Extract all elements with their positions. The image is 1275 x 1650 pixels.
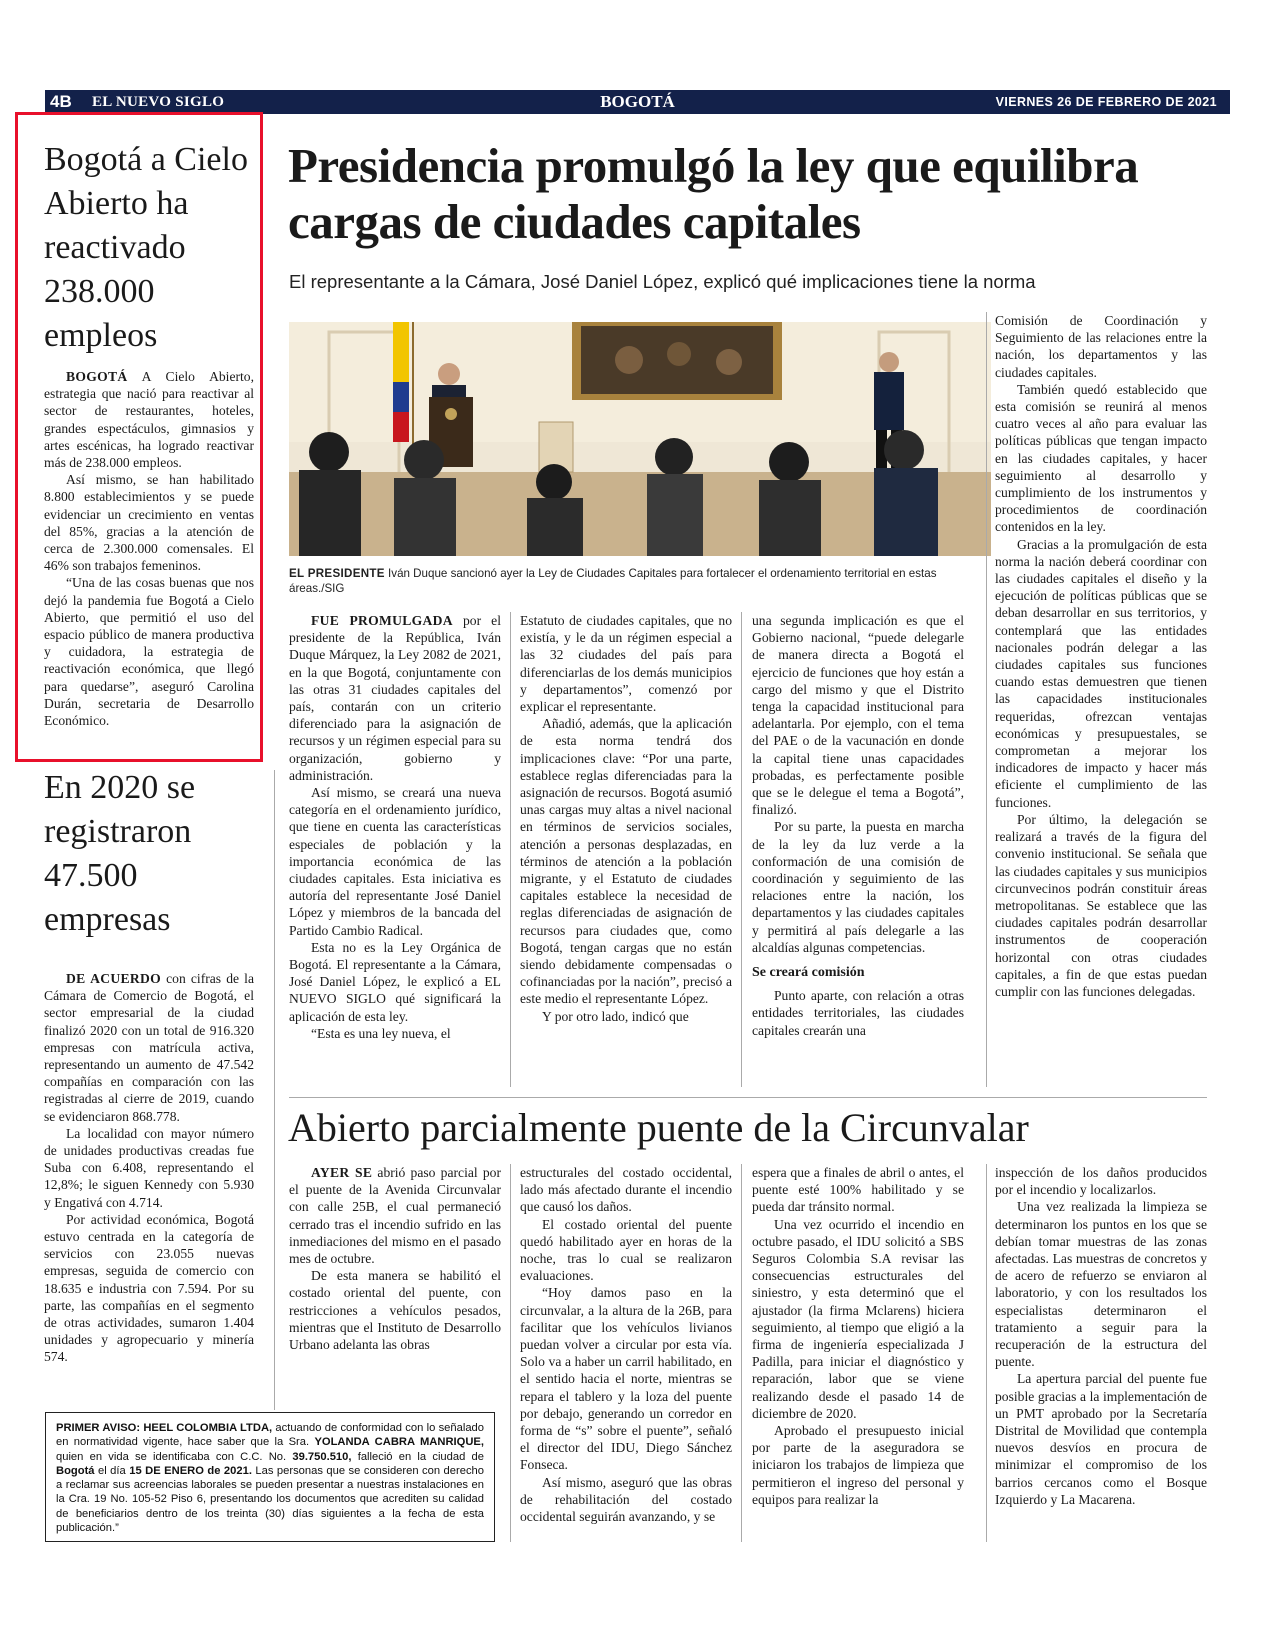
caption-lead: EL PRESIDENTE — [289, 567, 385, 580]
notice-date: 15 DE ENERO de 2021. — [129, 1464, 252, 1477]
column-divider — [986, 1164, 987, 1542]
section-separator — [289, 1097, 1207, 1098]
column-divider — [274, 770, 275, 1410]
main-col4-p4: Por último, la delegación se realizará a través de la figura del convenio institucional. Se señala que las ciudades capitales y sus municipios circunvecinos podrán constituir áreas metropolitanas. Se establece que las ciudades capitales podrán desarrollar instrumentos de cooperación horizontal con otras ciudades capitales, a fin de que estas puedan cumplir con las funciones delegadas. — [995, 811, 1207, 999]
second-col4-p1: inspección de los daños producidos por el incendio y localizarlos. — [995, 1165, 1207, 1198]
story1-p2: Así mismo, se han habilitado 8.800 establecimientos y se puede evidenciar un crecimiento en ventas del 85%, gracias a la atención de cerca de 2.300.000 comensales. El 46% son trabajos femeninos. — [44, 472, 254, 574]
second-col2-p1: estructurales del costado occidental, lado más afectado durante el incendio que causó los daños. — [520, 1165, 732, 1215]
second-col3-p2: Una vez ocurrido el incendio en octubre pasado, el IDU solicitó a SBS Seguros Colombia S.A revisar las consecuencias estructurales del siniestro, y esta determinó que el ajustador (la firma Mclarens) hiciera seguimiento, al tiempo que eligió a la firma de ingeniería especializada J Padilla, para iniciar el diagnóstico y reparación, labor que se viene realizando desde el pasado 14 de diciembre de 2020. — [752, 1216, 964, 1421]
main-col1-p1: por el presidente de la República, Iván Duque Márquez, la Ley 2082 de 2021, en la que Bogotá, conjuntamente con las otras 31 ciudades capitales del país, contarán con un criterio diferenciado para la asignación de recursos y un régimen especial para su organización, gobierno y administración. — [289, 613, 501, 783]
second-col-3 — [752, 1164, 964, 1508]
story2-body — [44, 970, 254, 1366]
main-headline: Presidencia promulgó la ley que equilibra cargas de ciudades capitales — [288, 138, 1139, 249]
main-col1-p3: Esta no es la Ley Orgánica de Bogotá. El representante a la Cámara, José Daniel López, le explicó a EL NUEVO SIGLO qué significará la aplicación de esta ley. — [289, 939, 501, 1024]
main-col1-p2: Así mismo, se creará una nueva categoría en el ordenamiento jurídico, que tiene en cuenta las características especiales de población y la importancia económica de las ciudades capitales. Esta iniciativa es autoría del representante José Daniel López y miembros de la bancada del Partido Cambio Radical. — [289, 785, 501, 938]
notice-part: quien en vida se identificaba con C.C. No. — [56, 1450, 293, 1463]
caption-text: Iván Duque sancionó ayer la Ley de Ciudades Capitales para fortalecer el ordenamiento territorial en estas áreas./SIG — [289, 567, 937, 595]
page-number: 4B — [50, 92, 72, 111]
photo-caption — [289, 566, 994, 596]
story2-p3: Por actividad económica, Bogotá estuvo centrada en la categoría de servicios con 23.055 nuevas empresas, seguida de comercio con 18.635 e industria con 7.594. Por su parte, las compañías en el segmento de otras actividades, sumaron 1.404 unidades y agropecuario y minería 574. — [44, 1211, 254, 1365]
main-col-1 — [289, 612, 501, 1042]
second-col-4 — [995, 1164, 1207, 1508]
main-lead-word: FUE PROMULGADA — [311, 613, 453, 628]
story2-p2: La localidad con mayor número de unidades productivas creadas fue Suba con 6.408, representando el 12,8%; le siguen Kennedy con 5.930 y Engativá con 4.714. — [44, 1125, 254, 1210]
second-lead-word: AYER SE — [311, 1165, 373, 1180]
story1-p1: A Cielo Abierto, estrategia que nació para reactivar al sector de restaurantes, hoteles, grandes espectáculos, gimnasios y artes escénicas, ha logrado reactivar más de 238.000 empleos. — [44, 369, 254, 471]
main-subhead: Se creará comisión — [752, 965, 865, 981]
story1-headline: Bogotá a Cielo Abierto ha reactivado 238.000 empleos — [44, 141, 248, 354]
second-col3-p1: espera que a finales de abril o antes, el puente esté 100% habilitado y se pueda dar tránsito normal. — [752, 1165, 964, 1215]
main-col4-p1: Comisión de Coordinación y Seguimiento de las relaciones entre la nación, los departamentos y las ciudades capitales. — [995, 313, 1207, 380]
section-name: BOGOTÁ — [600, 92, 675, 111]
main-col-4 — [995, 312, 1207, 1000]
main-col-3 — [752, 612, 964, 1039]
main-col-2 — [520, 612, 732, 1025]
story1-lead-word: BOGOTÁ — [66, 369, 128, 384]
main-col3-p2: Por su parte, la puesta en marcha de la ley da luz verde a la conformación de una comisión de coordinación y seguimiento de las relaciones entre la nación, los departamentos y las ciudades capitales y permitirá al país delegarle a las alcaldías algunas competencias. — [752, 819, 964, 955]
second-headline: Abierto parcialmente puente de la Circunvalar — [288, 1105, 1029, 1150]
second-col1-p2: De esta manera se habilitó el costado oriental del puente, con restricciones a vehículos pesados, mientras que el Instituto de Desarrollo Urbano adelanta las obras — [289, 1268, 501, 1353]
notice-city: Bogotá — [56, 1464, 95, 1477]
notice-part: actuando de conformidad con lo señalado en normatividad vigente, hace saber que la Sra. — [56, 1422, 484, 1449]
legal-notice-box — [45, 1412, 495, 1542]
second-col4-p3: La apertura parcial del puente fue posible gracias a la implementación de un PMT aprobado por la Secretaría Distrital de Movilidad que contempla nuevos desvíos en procura de minimizar el compromiso de los barrios cercanos como el Bosque Izquierdo y La Macarena. — [995, 1371, 1207, 1507]
story1-p3: “Una de las cosas buenas que nos dejó la pandemia fue Bogotá a Cielo Abierto, que permitió el uso del espacio público de manera productiva y cuidadora, la estrategia de reactivación económica, que llegó para quedarse”, aseguró Carolina Durán, secretaria de Desarrollo Económico. — [44, 575, 254, 729]
column-divider — [986, 312, 987, 1087]
main-col2-p1: Estatuto de ciudades capitales, que no existía, y le da un régimen especial a las 32 ciudades del país para diferenciarlas de los demás municipios y departamentos”, comenzó por explicar el representante. — [520, 613, 732, 715]
column-divider — [741, 1164, 742, 1542]
column-divider — [510, 1164, 511, 1542]
second-col1-p1: abrió paso parcial por el puente de la Avenida Circunvalar con calle 25B, el cual permaneció cerrado tras el incendio sufrido en las inmediaciones del mismo en el pasado mes de octubre. — [289, 1165, 501, 1267]
notice-id: 39.750.510, — [292, 1450, 352, 1463]
column-divider — [510, 612, 511, 1087]
notice-part: Las personas que se consideren con derecho a reclamar sus acreencias laborales se pueden presentar a nuestras instalaciones en la Cra. 19 No. 105-52 Piso 6, presentando los documentos que acrediten su calidad de beneficiarios dentro de los treinta (30) días siguientes a la fecha de esta publicación.” — [56, 1464, 484, 1535]
notice-part: falleció en la ciudad de — [351, 1450, 484, 1463]
second-col2-p2: El costado oriental del puente quedó habilitado ayer en horas de la noche, tras lo cual se realizaron evaluaciones. — [520, 1216, 732, 1284]
story2-lead-word: DE ACUERDO — [66, 971, 161, 986]
main-col3-p3: Punto aparte, con relación a otras entidades territoriales, las ciudades capitales crearán una — [752, 988, 964, 1038]
main-col1-p4: “Esta es una ley nueva, el — [311, 1025, 451, 1041]
main-col4-p2: También quedó establecido que esta comisión se reunirá al menos cuatro veces al año para evaluar las políticas públicas que tengan impacto en las ciudades capitales, y hacer seguimiento al desarrollo y cumplimiento de los instrumentos y procedimientos de coordinación contenidos en la ley. — [995, 381, 1207, 535]
notice-part: el día — [94, 1464, 130, 1477]
second-col2-p4: Así mismo, aseguró que las obras de rehabilitación del costado occidental seguirán avanzando, y se — [520, 1474, 732, 1525]
story1-body — [44, 368, 254, 729]
legal-notice-text — [56, 1421, 484, 1535]
second-col3-p3: Aprobado el presupuesto inicial por parte de la aseguradora se iniciaron los trabajos de limpieza que permitieron el ingreso del personal y equipos para realizar la — [752, 1423, 964, 1507]
notice-company: PRIMER AVISO: HEEL COLOMBIA LTDA, — [56, 1422, 273, 1434]
main-subheadline: El representante a la Cámara, José Daniel López, explicó qué implicaciones tiene la norma — [289, 271, 1036, 292]
main-col2-p3: Y por otro lado, indicó que — [542, 1008, 689, 1024]
issue-date: VIERNES 26 DE FEBRERO DE 2021 — [995, 95, 1217, 109]
story2-p1: con cifras de la Cámara de Comercio de Bogotá, el sector empresarial de la ciudad finalizó 2020 con un total de 916.320 empresas con matrícula activa, representando un aumento de 47.542 compañías en comparación con las registradas al cierre de 2019, cuando se evidenciaron 868.778. — [44, 971, 254, 1124]
story2-headline: En 2020 se registraron 47.500 empresas — [44, 769, 196, 938]
paper-name: EL NUEVO SIGLO — [92, 94, 225, 110]
photo-president-ceremony — [289, 322, 991, 556]
ceremony-image — [289, 322, 991, 556]
notice-person: YOLANDA CABRA MANRIQUE, — [314, 1436, 484, 1449]
second-col4-p2: Una vez realizada la limpieza se determinaron los puntos en los que se debían tomar muestras de las zonas afectadas. Las muestras de concretos y de acero de refuerzo se enviaron al laboratorio, y con los resultados los especialistas determinaron el tratamiento a seguir para la recuperación de la estructura del puente. — [995, 1199, 1207, 1370]
main-col4-p3: Gracias a la promulgación de esta norma la nación deberá coordinar con las ciudades capitales el diseño y la ejecución de políticas públicas que se deban desarrollar en sus territorios, y contemplará que las entidades nacionales podrán delegar a las ciudades capitales sus funciones cuando estas demuestren que tienen las capacidades institucionales requeridas, ofrezcan ventajas económicas y presupuestales, se comprometan a mejorar los indicadores de impacto y hacer más eficiente el cumplimiento de las funciones. — [995, 536, 1207, 810]
second-col-2 — [520, 1164, 732, 1525]
second-col-1 — [289, 1164, 501, 1353]
main-col3-p1: una segunda implicación es que el Gobierno nacional, “puede delegarle de manera directa a Bogotá el ejercicio de funciones que hoy están a cargo del mismo y que el Distrito tenga la capacidad institucional para adelantarla. Por ejemplo, con el tema del PAE o de la vacunación en donde la capital tiene unas capacidades probadas, es perfectamente posible que se le delegue el tema a Bogotá”, finalizó. — [752, 613, 964, 818]
main-col2-p2: Añadió, además, que la aplicación de esta norma tendrá dos implicaciones clave: “Por una parte, establece reglas diferenciadas para la asignación de recursos. Bogotá asumió unas cargas muy altas a nivel nacional en términos de servicios sociales, atención a personas desplazadas, en términos de atención a la población migrante, y el Estatuto de ciudades capitales establece la necesidad de reglas diferenciadas de asignación de recursos para ciudades que, como Bogotá, tengan cargas que no están siendo debidamente compensadas o cofinanciadas por la nación”, precisó a este medio el representante López. — [520, 716, 732, 1007]
column-divider — [741, 612, 742, 1087]
second-col2-p3: “Hoy damos paso en la circunvalar, a la altura de la 26B, para facilitar que los vehículos livianos puedan volver a circular por esta vía. Solo va a haber un carril habilitado, en el sentido hacia el norte, mientras se repara el tablero y la loza del puente por debajo, generando un corredor en forma de “s” sobre el puente”, señaló el director del IDU, Diego Sánchez Fonseca. — [520, 1285, 732, 1473]
